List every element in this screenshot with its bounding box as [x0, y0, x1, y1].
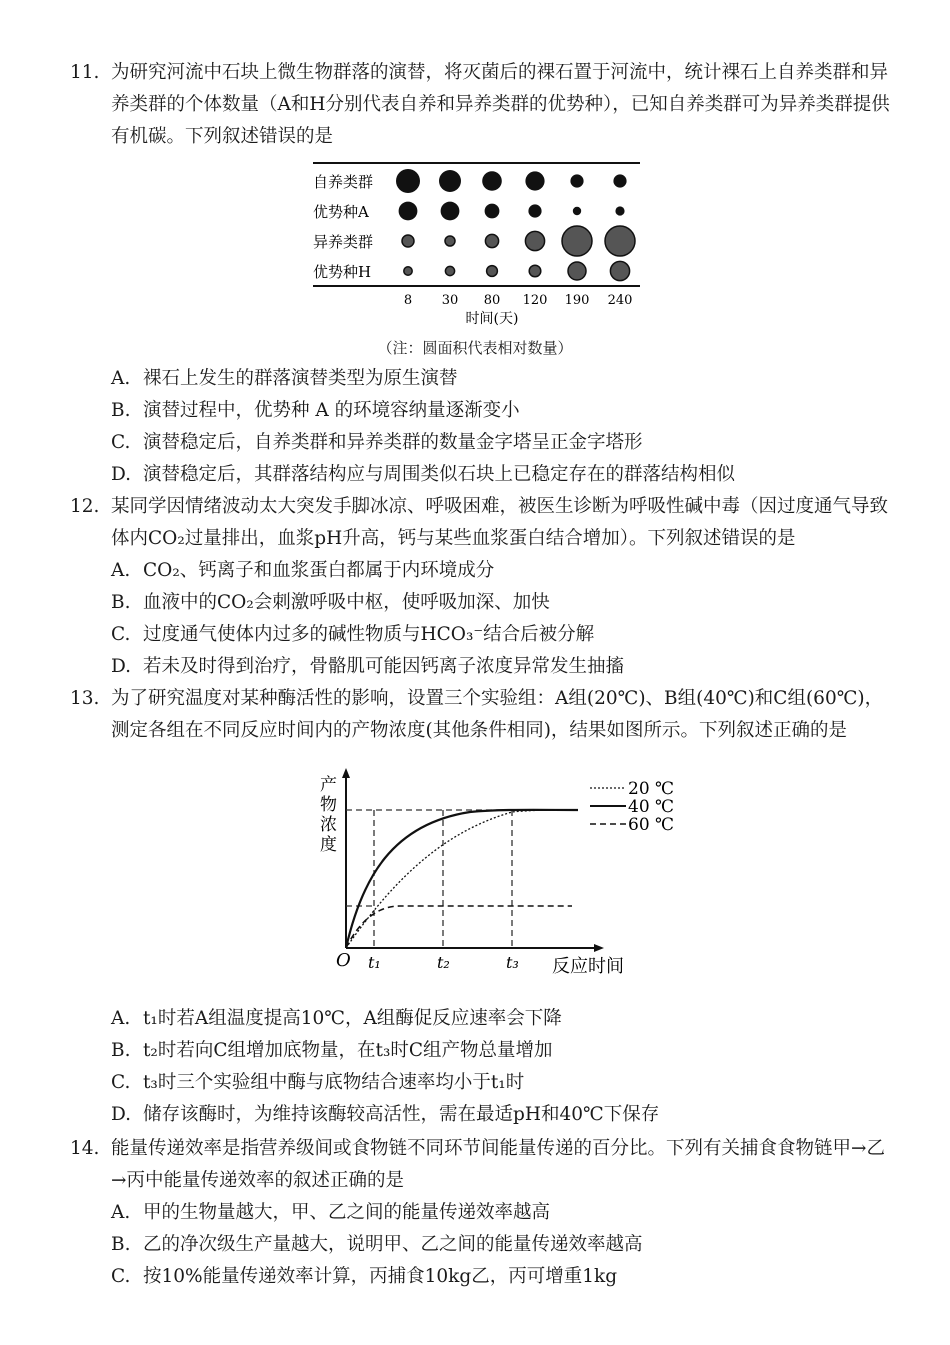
option-text: 裸石上发生的群落演替类型为原生演替: [143, 368, 458, 389]
q11-bubble-figure: [305, 158, 650, 337]
option-label: B.: [111, 1040, 131, 1061]
option-label: C.: [111, 1266, 131, 1287]
option-text: 过度通气使体内过多的碱性物质与HCO₃⁻结合后被分解: [143, 624, 595, 645]
q11-option-c: [111, 427, 643, 459]
q13-line-figure: [300, 760, 690, 989]
q12-option-c: [111, 619, 594, 651]
figure-note: （注：圆面积代表相对数量）: [377, 339, 573, 357]
x-axis-arrow: [594, 944, 604, 952]
question-number: 13.: [70, 688, 100, 709]
q12-option-b: [111, 587, 550, 619]
bubble-r1-c0: [399, 202, 418, 221]
option-text: 乙的净次级生产量越大，说明甲、乙之间的能量传递效率越高: [143, 1234, 643, 1255]
option-label: A.: [111, 1008, 131, 1029]
option-label: C.: [111, 1072, 131, 1093]
bubble-r1-c3: [528, 204, 541, 217]
y-axis-label-char: 浓: [320, 815, 337, 835]
option-label: B.: [111, 1234, 131, 1255]
bubble-r3-c4: [568, 262, 586, 280]
option-label: D.: [111, 1104, 132, 1125]
option-text: 甲的生物量越大，甲、乙之间的能量传递效率越高: [143, 1202, 551, 1223]
curve-20c: [346, 810, 578, 948]
question-number: 12.: [70, 496, 100, 517]
x-tick: 30: [441, 293, 459, 308]
option-text: 演替过程中，优势种 A 的环境容纳量逐渐变小: [143, 400, 520, 421]
question-number: 14.: [70, 1138, 100, 1159]
option-label: C.: [111, 624, 131, 645]
bubble-r0-c3: [525, 171, 544, 190]
q11-option-d: [111, 459, 735, 491]
x-tick: 80: [483, 293, 501, 308]
legend-label-40c: 40 ℃: [628, 797, 675, 817]
q13-option-c: [111, 1067, 524, 1099]
legend-label-20c: 20 ℃: [628, 779, 675, 799]
option-label: A.: [111, 1202, 131, 1223]
bubble-r0-c0: [396, 169, 420, 193]
option-text: 按10%能量传递效率计算，丙捕食10kg乙，丙可增重1kg: [143, 1266, 618, 1287]
bubble-r3-c3: [529, 265, 541, 277]
bubble-r2-c5: [605, 226, 635, 256]
bubble-r2-c1: [445, 236, 455, 246]
tick-t1: t₁: [368, 953, 381, 972]
q12-option-d: [111, 651, 624, 683]
y-axis-label-char: 度: [320, 835, 337, 855]
y-axis-arrow: [342, 768, 350, 778]
origin-label: O: [336, 950, 351, 971]
row-label-species-a: 优势种A: [313, 203, 369, 221]
bubble-r0-c2: [482, 171, 502, 191]
q13-option-b: [111, 1035, 553, 1067]
bubble-r1-c2: [485, 204, 500, 219]
q14-option-b: [111, 1229, 643, 1261]
option-text: 血液中的CO₂会刺激呼吸中枢，使呼吸加深、加快: [143, 592, 550, 613]
bubble-r0-c1: [439, 170, 461, 192]
bubble-chart: [305, 158, 650, 333]
bubble-r3-c5: [610, 261, 629, 280]
bubble-r3-c0: [404, 267, 412, 275]
option-label: C.: [111, 432, 131, 453]
q12-option-a: [111, 555, 494, 587]
q11-option-b: [111, 395, 520, 427]
question-13: [70, 683, 900, 747]
tick-t2: t₂: [437, 953, 450, 972]
q11-option-a: [111, 363, 458, 395]
question-stem: 为了研究温度对某种酶活性的影响，设置三个实验组：A组(20℃)、B组(40℃)和C组(60℃)，测定各组在不同反应时间内的产物浓度(其他条件相同)，结果如图所示。下列叙述正确的是: [111, 688, 884, 741]
bubble-r1-c5: [615, 206, 624, 215]
option-text: t₂时若向C组增加底物量，在t₃时C组产物总量增加: [143, 1040, 553, 1061]
x-axis-label: 时间(天): [465, 311, 519, 327]
row-label-species-h: 优势种H: [313, 263, 372, 281]
bubble-r2-c0: [402, 235, 414, 247]
option-label: D.: [111, 464, 132, 485]
option-label: B.: [111, 592, 131, 613]
enzyme-graph: [300, 760, 690, 985]
tick-t3: t₃: [506, 953, 519, 972]
option-text: 若未及时得到治疗，骨骼肌可能因钙离子浓度异常发生抽搐: [143, 656, 625, 677]
y-axis-label-char: 物: [320, 795, 337, 815]
question-number: 11.: [70, 62, 100, 83]
q14-option-a: [111, 1197, 550, 1229]
option-text: 演替稳定后，其群落结构应与周围类似石块上已稳定存在的群落结构相似: [143, 464, 736, 485]
bubble-group: [396, 169, 635, 281]
x-tick: 190: [564, 293, 590, 308]
option-text: 演替稳定后，自养类群和异养类群的数量金字塔呈正金字塔形: [143, 432, 643, 453]
bubble-r1-c4: [573, 207, 581, 215]
x-tick: 8: [403, 293, 413, 308]
option-text: CO₂、钙离子和血浆蛋白都属于内环境成分: [143, 560, 495, 581]
option-text: t₃时三个实验组中酶与底物结合速率均小于t₁时: [143, 1072, 525, 1093]
bubble-r1-c1: [441, 202, 460, 221]
question-stem: 某同学因情绪波动太大突发手脚冰凉、呼吸困难，被医生诊断为呼吸性碱中毒（因过度通气导致体内CO₂过量排出，血浆pH升高，钙与某些血浆蛋白结合增加）。下列叙述错误的是: [111, 496, 889, 549]
row-label-heterotroph: 异养类群: [313, 233, 374, 251]
option-label: B.: [111, 400, 131, 421]
q13-option-d: [111, 1099, 659, 1131]
question-12: [70, 491, 900, 555]
option-label: D.: [111, 656, 132, 677]
bubble-r2-c3: [525, 231, 544, 250]
question-14: [70, 1133, 900, 1197]
x-tick: 240: [607, 293, 633, 308]
legend-label-60c: 60 ℃: [628, 815, 675, 835]
q13-option-a: [111, 1003, 562, 1035]
x-tick: 120: [522, 293, 548, 308]
bubble-r0-c5: [613, 174, 626, 187]
question-stem: 能量传递效率是指营养级间或食物链不同环节间能量传递的百分比。下列有关捕食食物链甲→乙→丙中能量传递效率的叙述正确的是: [111, 1138, 886, 1191]
option-text: 储存该酶时，为维持该酶较高活性，需在最适pH和40℃下保存: [143, 1104, 660, 1125]
option-text: t₁时若A组温度提高10℃，A组酶促反应速率会下降: [143, 1008, 562, 1029]
row-label-autotroph: 自养类群: [313, 173, 374, 191]
y-axis-label-char: 产: [320, 775, 337, 795]
option-label: A.: [111, 368, 131, 389]
q14-option-c: [111, 1261, 617, 1293]
curve-60c: [346, 906, 572, 948]
bubble-r3-c1: [445, 266, 454, 275]
x-axis-label: 反应时间: [552, 956, 624, 977]
bubble-r0-c4: [570, 174, 583, 187]
bubble-r3-c2: [487, 266, 498, 277]
bubble-r2-c4: [562, 226, 592, 256]
bubble-r2-c2: [485, 234, 498, 247]
question-11: [70, 57, 900, 153]
option-label: A.: [111, 560, 131, 581]
curve-40c: [346, 810, 578, 948]
question-stem: 为研究河流中石块上微生物群落的演替，将灭菌后的裸石置于河流中，统计裸石上自养类群和异养类群的个体数量（A和H分别代表自养和异养类群的优势种），已知自养类群可为异养类群提供有机碳。下列叙述错误的是: [111, 62, 890, 147]
